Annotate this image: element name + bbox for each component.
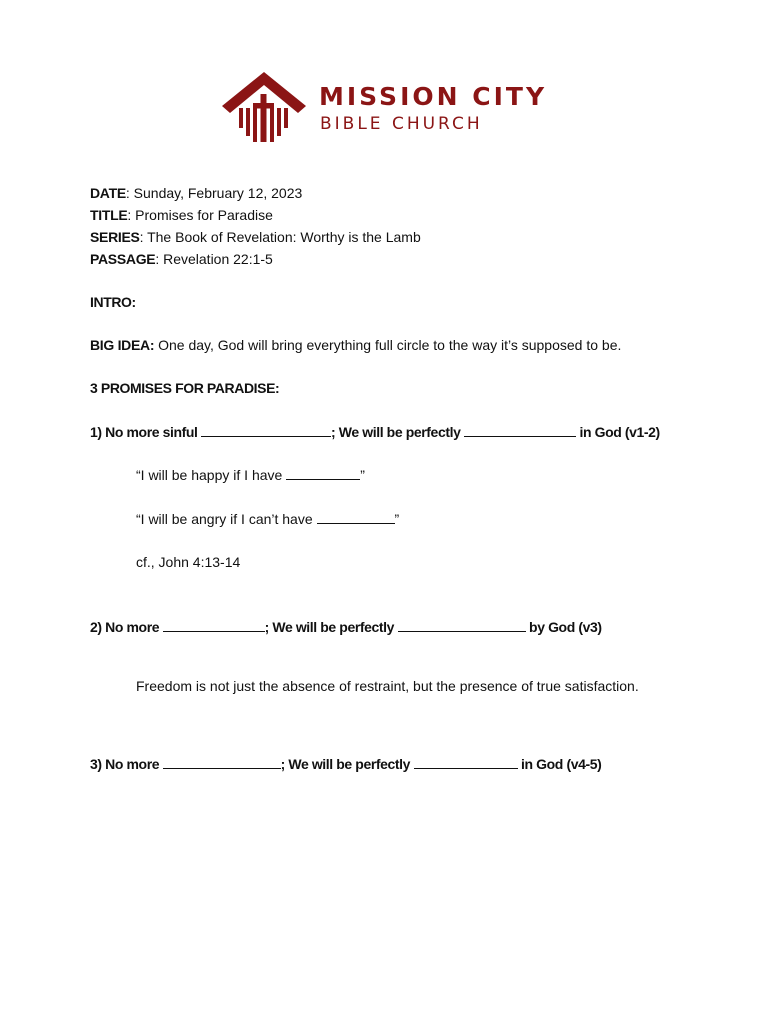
- promise-3: [90, 755, 601, 773]
- logo-title: MISSION CITY: [319, 82, 548, 111]
- big-idea-line: [90, 336, 621, 354]
- fill-in-blank: [163, 619, 265, 632]
- church-cross-icon: [222, 72, 308, 146]
- promise-1: [90, 423, 660, 441]
- fill-in-blank: [163, 756, 281, 769]
- quote-1: [136, 466, 365, 484]
- promise-2: [90, 618, 602, 636]
- passage-value: : Revelation 22:1-5: [155, 251, 273, 267]
- church-logo: [222, 72, 562, 146]
- promise-2-part-a: 2) No more: [90, 619, 163, 635]
- quote-1-part-b: ”: [360, 467, 365, 483]
- promise-3-part-a: 3) No more: [90, 756, 163, 772]
- date-label: DATE: [90, 185, 126, 201]
- fill-in-blank: [414, 756, 518, 769]
- promises-heading: 3 PROMISES FOR PARADISE:: [90, 380, 280, 396]
- passage-label: PASSAGE: [90, 251, 156, 267]
- promise-1-part-a: 1) No more sinful: [90, 424, 202, 440]
- promise-1-part-c: in God (v1-2): [575, 424, 660, 440]
- series-line: [90, 228, 421, 246]
- passage-line: [90, 250, 273, 268]
- series-value: : The Book of Revelation: Worthy is the Lamb: [139, 229, 421, 245]
- cf-reference: cf., John 4:13-14: [136, 554, 241, 570]
- date-line: [90, 184, 302, 202]
- promise-2-part-c: by God (v3): [525, 619, 602, 635]
- fill-in-blank: [201, 424, 331, 437]
- quote-1-part-a: “I will be happy if I have: [136, 467, 287, 483]
- fill-in-blank: [317, 511, 395, 524]
- quote-2-part-b: ”: [394, 511, 400, 527]
- title-value: : Promises for Paradise: [127, 207, 273, 223]
- series-label: SERIES: [90, 229, 140, 245]
- promise-3-part-c: in God (v4-5): [517, 756, 602, 772]
- promise-3-part-b: ; We will be perfectly: [280, 756, 414, 772]
- promise-1-part-b: ; We will be perfectly: [331, 424, 464, 440]
- quote-2: [136, 510, 399, 528]
- promise-2-part-b: ; We will be perfectly: [264, 619, 398, 635]
- fill-in-blank: [286, 467, 360, 480]
- freedom-statement: Freedom is not just the absence of restraint, but the presence of true satisfaction.: [136, 678, 639, 694]
- fill-in-blank: [398, 619, 526, 632]
- fill-in-blank: [464, 424, 576, 437]
- big-idea-text: One day, God will bring everything full circle to the way it’s supposed to be.: [154, 337, 622, 353]
- title-line: [90, 206, 273, 224]
- intro-heading: INTRO:: [90, 294, 136, 310]
- date-value: : Sunday, February 12, 2023: [125, 185, 303, 201]
- big-idea-label: BIG IDEA:: [90, 337, 155, 353]
- title-label: TITLE: [90, 207, 128, 223]
- quote-2-part-a: “I will be angry if I can’t have: [136, 511, 317, 527]
- logo-subtitle: BIBLE CHURCH: [320, 114, 483, 134]
